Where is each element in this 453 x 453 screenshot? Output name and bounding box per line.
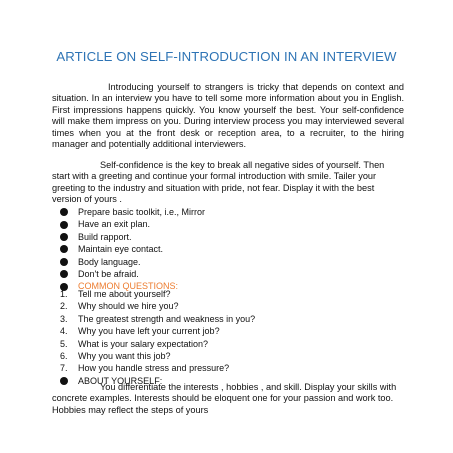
question-item: [60, 300, 255, 312]
list-item-text: Prepare basic toolkit, i.e., Mirror: [78, 207, 206, 217]
about-paragraph-text: You differentiate the interests , hobbies , and skill. Display your skills with concrete examples. Interests should be eloquent one for your passion and work too. Hobbies may reflect the steps of yours: [52, 382, 397, 415]
intro-paragraph-text: Introducing yourself to strangers is tricky that depends on context and situation. In an interview you have to tell some more information about you in English. First impressions happens quickly. You know yourself the best. Your self-confidence will make them impress on you. During interview process you may interviewed several times when you at the front desk or reception area, to a recruiter, to the hiring manager and potentially additional interviewers.: [52, 82, 404, 150]
question-item: [60, 338, 255, 350]
list-item: [60, 206, 205, 218]
confidence-paragraph-text: Self-confidence is the key to break all negative sides of yourself. Then start with a greeting and continue your formal introduction with smile. Tailer your greeting to the industry and situation with pride, not fear. Display it with the best version of yours .: [52, 160, 385, 205]
bullet-icon: [60, 221, 68, 229]
tips-bullet-list: [60, 206, 205, 293]
question-number: 1.: [60, 289, 68, 299]
question-text: What is your salary expectation?: [78, 338, 209, 349]
question-text: Tell me about yourself?: [78, 289, 171, 299]
question-text: Why should we hire you?: [78, 301, 179, 312]
list-item: [60, 243, 205, 255]
question-item: [60, 288, 255, 300]
list-item: [60, 231, 205, 243]
about-yourself-heading: ABOUT YOURSELF:: [78, 375, 163, 386]
common-questions-heading: COMMON QUESTIONS:: [78, 281, 179, 292]
list-item-text: Don't be afraid.: [78, 268, 139, 279]
question-item: [60, 350, 255, 362]
bullet-icon: [60, 233, 68, 241]
question-item: [60, 362, 255, 374]
list-item-text: Have an exit plan.: [78, 219, 151, 230]
question-text: Why you want this job?: [78, 350, 171, 361]
list-item-text: Build rapport.: [78, 231, 132, 242]
question-number: 5.: [60, 338, 68, 349]
list-item-text: Body language.: [78, 256, 141, 267]
question-item: [60, 325, 255, 337]
question-number: 2.: [60, 301, 68, 312]
question-number: 6.: [60, 350, 68, 361]
question-number: 3.: [60, 313, 68, 324]
questions-numbered-list: [60, 288, 255, 387]
confidence-paragraph: [52, 160, 404, 206]
question-number: 7.: [60, 363, 68, 374]
bullet-icon: [60, 270, 68, 278]
list-item-text: Maintain eye contact.: [78, 244, 164, 255]
intro-paragraph: [52, 82, 404, 150]
question-text: The greatest strength and weakness in you?: [78, 313, 256, 324]
list-item: [60, 218, 205, 230]
bullet-icon: [60, 258, 68, 266]
list-item: [60, 256, 205, 268]
question-text: How you handle stress and pressure?: [78, 363, 230, 374]
bullet-icon: [60, 245, 68, 253]
document-title: ARTICLE ON SELF-INTRODUCTION IN AN INTERVIEW: [56, 49, 397, 64]
question-number: 4.: [60, 326, 68, 337]
question-text: Why you have left your current job?: [78, 326, 220, 337]
about-paragraph: [52, 382, 404, 416]
list-item: [60, 268, 205, 280]
bullet-icon: [60, 208, 68, 216]
question-item: [60, 313, 255, 325]
